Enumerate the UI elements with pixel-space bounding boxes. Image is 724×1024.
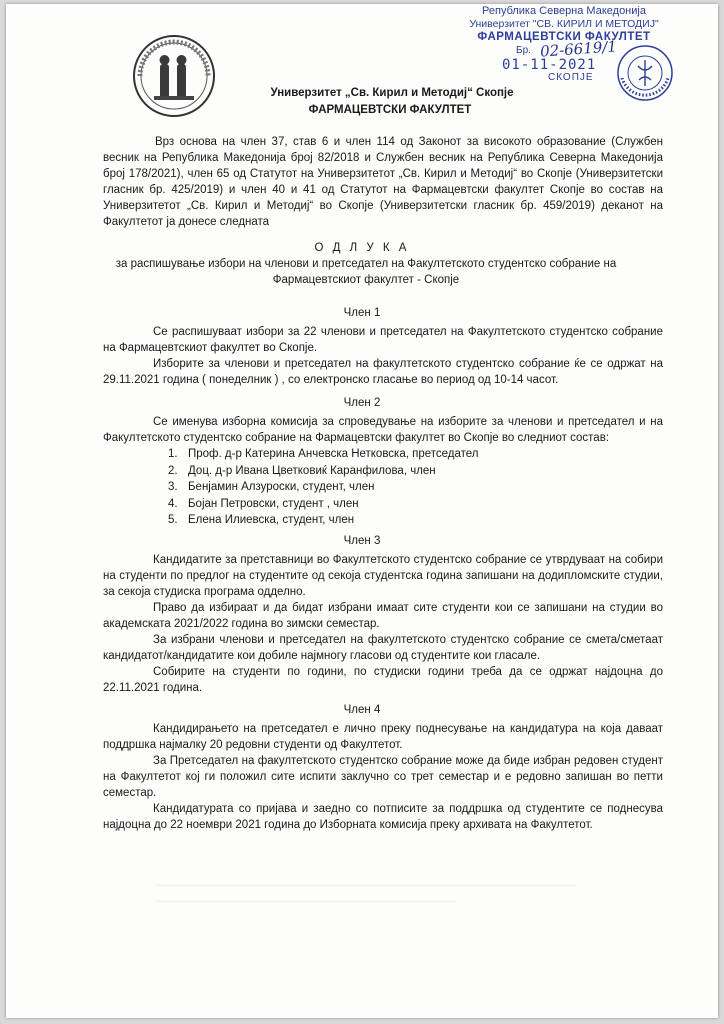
- list-item-number: 5.: [168, 514, 178, 526]
- faculty-title: ФАРМАЦЕВТСКИ ФАКУЛТЕТ: [308, 104, 472, 116]
- article-4-paragraph-1: Кандидирањето на претседател е лично преку поднесување на кандидатура на која даваат поддршка најмалку 20 редовни студенти од Факултетот.: [103, 723, 663, 751]
- article-4-title: Член 4: [343, 704, 381, 716]
- article-1-paragraph-1: Се распишуваат избори за 22 членови и претседател на Факултетското студентско собрание на Фармацевтскиот факултет во Скопје.: [103, 326, 663, 354]
- article-3-paragraph-2: Право да избираат и да бидат избрани имаат сите студенти кои се запишани на студии во академската 2021/2022 година во зимски семестар.: [103, 602, 663, 630]
- scan-artifact: [156, 884, 576, 887]
- list-item-text: Проф. д-р Катерина Анчевска Нетковска, претседател: [188, 448, 479, 460]
- stamp-number-label: Бр.: [516, 45, 531, 56]
- list-item-number: 4.: [168, 497, 178, 510]
- article-3-paragraph-3: За избрани членови и претседател на факултетското студентско собрание се смета/сметаат кандидатот/кандидатите кои добиле најмногу гласови од студентите кои гласале.: [103, 634, 663, 662]
- university-title: Универзитет „Св. Кирил и Методиј“ Скопје: [270, 87, 514, 99]
- stamp-faculty: ФАРМАЦЕВТСКИ ФАКУЛТЕТ: [477, 31, 651, 43]
- list-item: [168, 496, 479, 513]
- list-item: [168, 512, 479, 529]
- article-3-paragraph-1: Кандидатите за претставници во Факултетското студентско собрание се утврдуваат на собири на студенти по предлог на студентите од секоја студентска година запишани на додипломските студии, за секоја студиска програма одделно.: [103, 554, 663, 598]
- article-3-paragraph-4: Собирите на студенти по години, по студиски години треба да се одржат најдоцна до 22.11.2021 година.: [103, 666, 663, 694]
- article-1-title: Член 1: [343, 307, 381, 319]
- list-item-number: 1.: [168, 448, 178, 460]
- list-item-number: 3.: [168, 481, 178, 493]
- document-page: [6, 4, 718, 1018]
- list-item-text: Бенјамин Алзуроски, студент, член: [188, 481, 375, 493]
- article-1-paragraph-2: Изборите за членови и претседател на факултетското студентско собрание ќе се одржат на 29.11.2021 година ( понеделник ) , со електронско гласање во период од 10-14 часот.: [103, 358, 663, 386]
- decision-title: О Д Л У К А: [314, 242, 410, 254]
- list-item-number: 2.: [168, 464, 178, 477]
- scan-artifact: [156, 900, 456, 903]
- list-item: [168, 463, 479, 480]
- list-item-text: Елена Илиевска, студент, член: [188, 514, 355, 526]
- stamp-city: СКОПЈЕ: [548, 72, 594, 83]
- decision-subtitle: за распишување избори на членови и претседател на Факултетското студентско собрание на Фармацевтскиот факултет - Скопје: [115, 258, 617, 286]
- article-4-paragraph-3: Кандидатурата со пријава и заедно со потписите за поддршка од студентите се поднесува најдоцна до 22 ноември 2021 година до Изборната комисија преку архивата на Факултетот.: [103, 803, 663, 831]
- stamp-university: Универзитет "СВ. КИРИЛ И МЕТОДИЈ": [469, 18, 659, 30]
- stamp-number: 02-6619/1: [539, 37, 618, 61]
- list-item: [168, 446, 479, 463]
- article-3-title: Член 3: [343, 535, 381, 547]
- intro-paragraph: Врз основа на член 37, став 6 и член 114 од Законот за високото образование (Службен весник на Република Македонија број 82/2018 и Службен весник на Република Северна Македонија број 178/2021), член 65 од Статутот на Универзитетот „Св. Кирил и Методиј“ во Скопје (Универзитетски гласник бр. 425/2019) и член 40 и 41 од Статутот на Фармацевтски факултет Скопје во состав на Универзитетот „Св. Кирил и Методиј“ во Скопје (Универзитетски гласник бр. 459/2019) деканот на Факултетот ја донесе следната: [103, 136, 663, 228]
- list-item-text: Доц. д-р Ивана Цветковиќ Каранфилова, член: [188, 464, 436, 477]
- article-2-title: Член 2: [343, 397, 381, 409]
- stamp-country: Република Северна Македонија: [482, 5, 646, 17]
- stamp-date: 01-11-2021: [502, 57, 597, 73]
- article-2-paragraph-1: Се именува изборна комисија за спроведување на изборите за членови и претседател и на Факултетското студентско собрание на Фармацевтски факултет во Скопје во следниот состав:: [103, 416, 663, 444]
- list-item-text: Бојан Петровски, студент , член: [188, 497, 359, 510]
- list-item: [168, 479, 479, 496]
- article-4-paragraph-2: За Претседател на факултетското студентско собрание може да биде избран редовен студент на Факултетот кој ги положил сите испити заклучно со трет семестар и е редовно запишан во петти семестар.: [103, 755, 663, 799]
- committee-list: [168, 446, 479, 529]
